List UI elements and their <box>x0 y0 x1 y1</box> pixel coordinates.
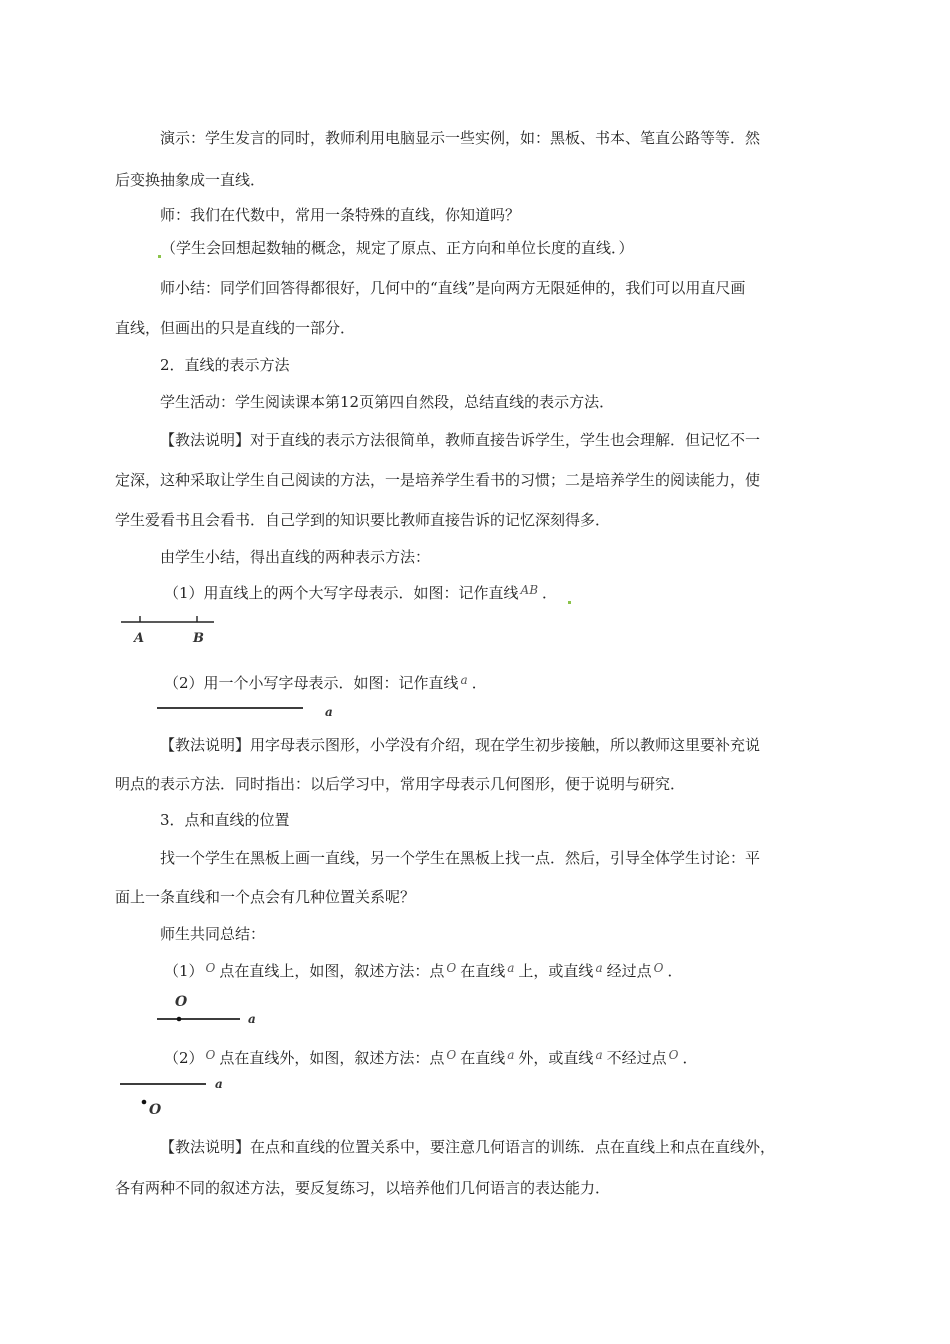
figure-point-on-line <box>155 990 275 1028</box>
method-2-text: （2）用一个小写字母表示．如图：记作直线 $^a$ ． <box>164 673 487 692</box>
paragraph-summary-intro: 由学生小结，得出直线的两种表示方法： <box>160 548 431 566</box>
relation-1-text: （1） $^O$ 点在直线上，如图，叙述方法：点 $^O$ 在直线 $^a$ 上，或直线 $^a$ 经过点 $^O$ ． <box>164 961 683 980</box>
figure-line-ab <box>118 612 228 650</box>
paragraph-method-note-3b: 各有两种不同的叙述方法，要反复练习，以培养他们几何语言的表达能力． <box>115 1179 611 1197</box>
paragraph-activity-2: 面上一条直线和一个点会有几种位置关系呢？ <box>115 888 416 906</box>
paragraph-joint-summary: 师生共同总结： <box>160 925 266 943</box>
paragraph-teacher-summary-1: 师小结：同学们回答得都很好，几何中的“直线”是向两方无限延伸的，我们可以用直尺画 <box>160 279 746 297</box>
paragraph-demo-2: 后变换抽象成一直线． <box>115 171 266 189</box>
paragraph-teacher-question: 师：我们在代数中，常用一条特殊的直线，你知道吗？ <box>160 206 521 224</box>
paragraph-method-note-1a: 【教法说明】对于直线的表示方法很简单，教师直接告诉学生，学生也会理解．但记忆不一 <box>160 431 761 449</box>
paragraph-method-note-1c: 学生爱看书且会看书．自己学到的知识要比教师直接告诉的记忆深刻得多． <box>115 511 611 529</box>
point-o <box>177 1017 182 1022</box>
label-a: A <box>134 631 145 646</box>
paragraph-method-note-2a: 【教法说明】用字母表示图形，小学没有介绍，现在学生初步接触，所以教师这里要补充说 <box>160 736 761 754</box>
paragraph-method-note-1b: 定深，这种采取让学生自己阅读的方法，一是培养学生看书的习惯；二是培养学生的阅读能力，使 <box>115 471 761 489</box>
label-b: B <box>193 631 204 646</box>
label-o: O <box>149 1102 162 1118</box>
label-a-lower: a <box>215 1077 223 1091</box>
relation-2-text: （2） $^O$ 点在直线外，如图，叙述方法：点 $^O$ 在直线 $^a$ 外，或直线 $^a$ 不经过点 $^O$ ． <box>164 1048 698 1067</box>
point-o <box>142 1100 147 1105</box>
edit-mark-icon <box>568 601 571 604</box>
paragraph-student-recall: （学生会回想起数轴的概念，规定了原点、正方向和单位长度的直线．） <box>158 238 634 258</box>
paragraph-demo-1: 演示：学生发言的同时，教师利用电脑显示一些实例，如：黑板、书本、笔直公路等等．然 <box>160 129 761 147</box>
paragraph-activity-1: 找一个学生在黑板上画一直线，另一个学生在黑板上找一点．然后，引导全体学生讨论：平 <box>160 849 761 867</box>
paragraph-method-note-3a: 【教法说明】在点和直线的位置关系中，要注意几何语言的训练．点在直线上和点在直线外， <box>160 1138 776 1156</box>
section-heading-2: 2．直线的表示方法 <box>160 356 290 374</box>
figure-point-off-line <box>118 1076 238 1118</box>
label-o: O <box>175 994 188 1010</box>
section-heading-3: 3．点和直线的位置 <box>160 811 290 829</box>
method-1-text: （1）用直线上的两个大写字母表示．如图：记作直线 $^{AB}$ ． <box>164 583 571 604</box>
label-a-lower: a <box>325 705 333 719</box>
paragraph-teacher-summary-2: 直线，但画出的只是直线的一部分． <box>115 319 356 337</box>
paragraph-method-note-2b: 明点的表示方法．同时指出：以后学习中，常用字母表示几何图形，便于说明与研究． <box>115 775 686 793</box>
paragraph-student-activity: 学生活动：学生阅读课本第12页第四自然段，总结直线的表示方法． <box>160 393 615 411</box>
label-a-lower: a <box>248 1012 256 1026</box>
figure-line-a <box>155 700 345 720</box>
